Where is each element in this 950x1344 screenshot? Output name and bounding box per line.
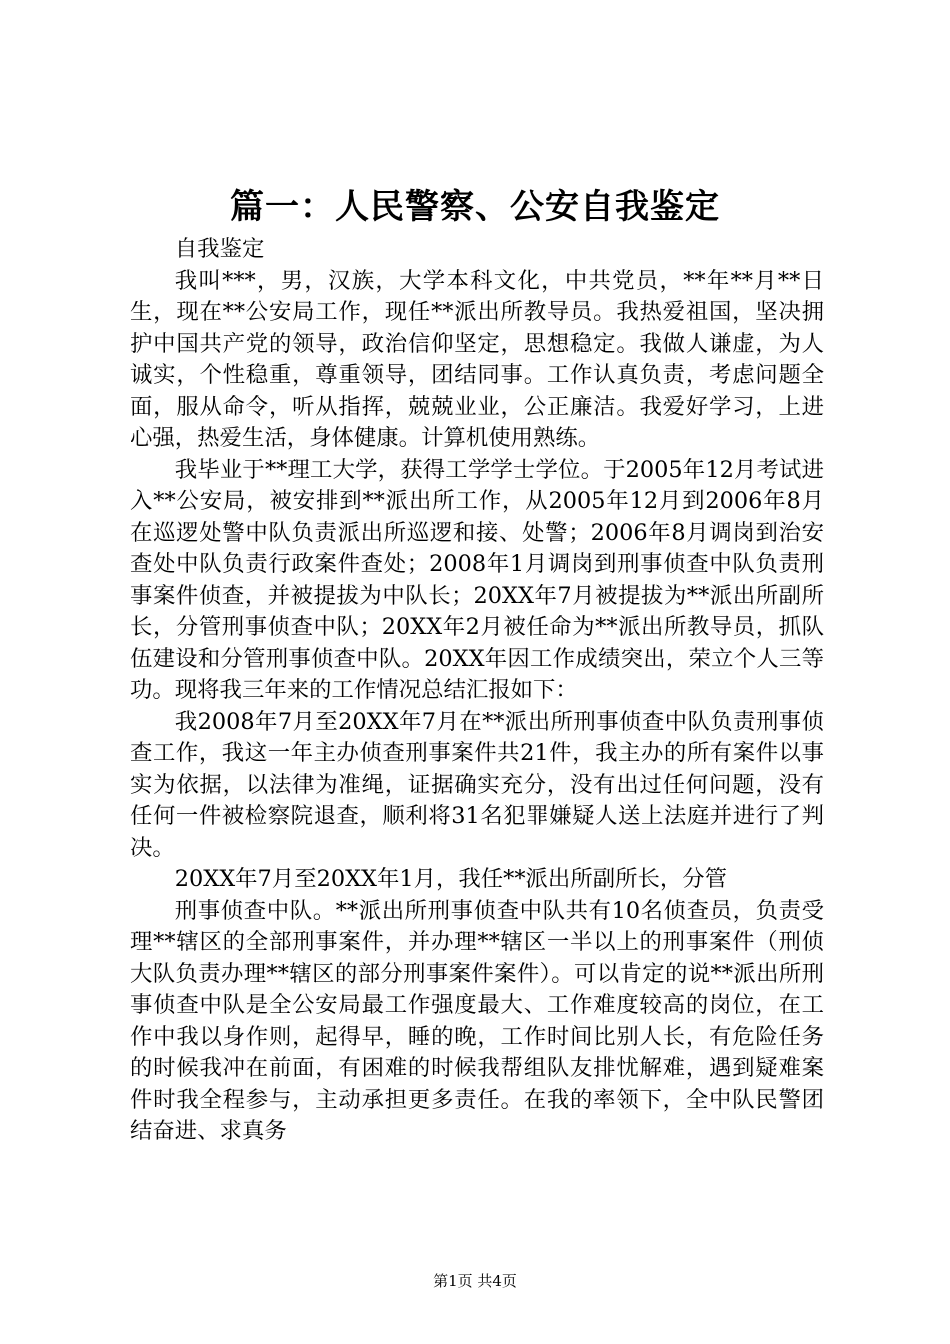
document-body bbox=[130, 234, 824, 1148]
paragraph-team-leadership: 刑事侦查中队。**派出所刑事侦查中队共有10名侦查员，负责受理**辖区的全部刑事案件，并办理**辖区一半以上的刑事案件（刑侦大队负责办理**辖区的部分刑事案件案件）。可以肯定的说**派出所刑事侦查中队是全公安局最工作强度最大、工作难度较高的岗位，在工作中我以身作则，起得早，睡的晚，工作时间比别人长，有危险任务的时候我冲在前面，有困难的时候我帮组队友排忧解难，遇到疑难案件时我全程参与，主动承担更多责任。在我的率领下，全中队民警团结奋进、求真务 bbox=[130, 897, 824, 1144]
section-heading: 自我鉴定 bbox=[174, 236, 265, 262]
paragraph-investigation-work: 我2008年7月至20XX年7月在**派出所刑事侦查中队负责刑事侦查工作，我这一年主办侦查刑事案件共21件，我主办的所有案件以事实为依据，以法律为准绳，证据确实充分，没有出过任何问题，没有任何一件被检察院退查，顺利将31名犯罪嫌疑人送上法庭并进行了判决。 bbox=[130, 708, 824, 861]
page-number-footer: 第1页 共4页 bbox=[433, 1272, 517, 1290]
document-title: 篇一：人民警察、公安自我鉴定 bbox=[230, 187, 720, 227]
paragraph-personal-info: 我叫***，男，汉族，大学本科文化，中共党员，**年**月**日生，现在**公安局工作，现任**派出所教导员。我热爱祖国，坚决拥护中国共产党的领导，政治信仰坚定，思想稳定。我做人谦虚，为人诚实，个性稳重，尊重领导，团结同事。工作认真负责，考虑问题全面，服从命令，听从指挥，兢兢业业，公正廉洁。我爱好学习，上进心强，热爱生活，身体健康。计算机使用熟练。 bbox=[130, 267, 824, 451]
paragraph-career-history: 我毕业于**理工大学，获得工学学士学位。于2005年12月考试进入**公安局，被安排到**派出所工作，从2005年12月到2006年8月在巡逻处警中队负责派出所巡逻和接、处警；2006年8月调岗到治安查处中队负责行政案件查处；2008年1月调岗到刑事侦查中队负责刑事案件侦查，并被提拔为中队长；20XX年7月被提拔为**派出所副所长，分管刑事侦查中队；20XX年2月被任命为**派出所教导员，抓队伍建设和分管刑事侦查中队。20XX年因工作成绩突出，荣立个人三等功。现将我三年来的工作情况总结汇报如下： bbox=[130, 456, 824, 703]
paragraph-deputy-director-intro: 20XX年7月至20XX年1月，我任**派出所副所长，分管 bbox=[174, 866, 728, 892]
